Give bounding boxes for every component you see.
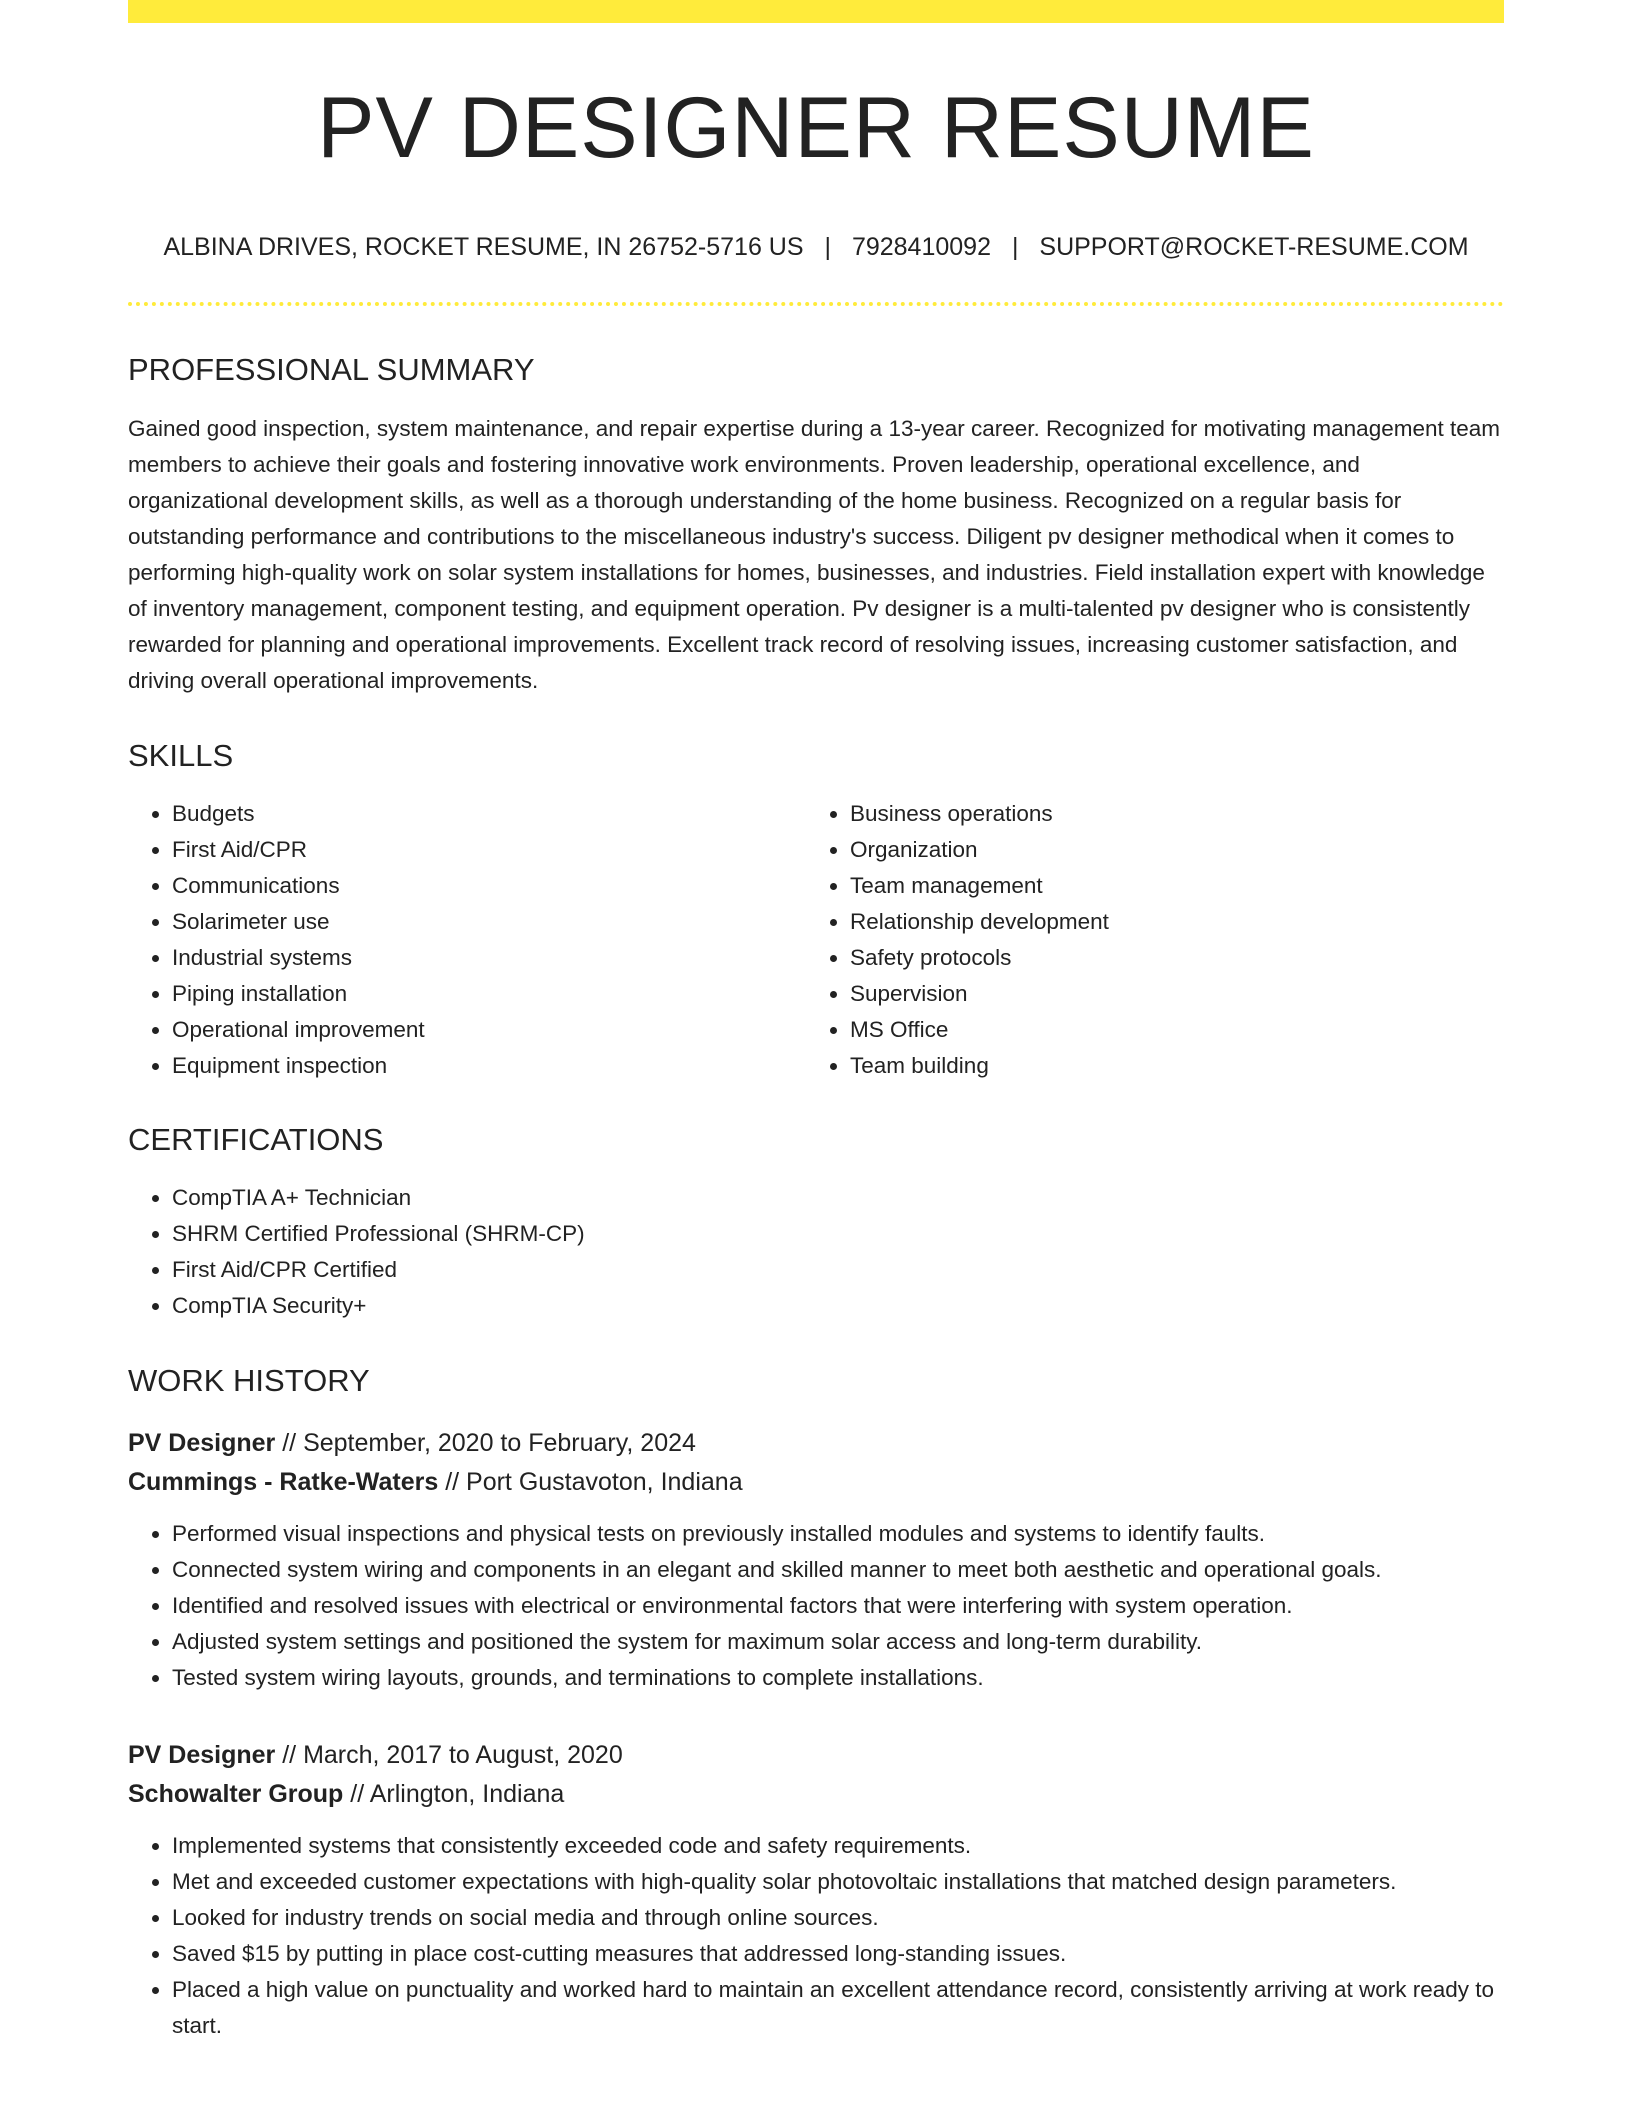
skill-item: • First Aid/CPR (172, 832, 806, 868)
contact-separator: | (1011, 233, 1019, 261)
job-location: // Arlington, Indiana (343, 1780, 565, 1808)
skill-item: • Solarimeter use (172, 904, 806, 940)
contact-address: ALBINA DRIVES, ROCKET RESUME, IN 26752-5716 US (163, 233, 804, 261)
job-dates: // September, 2020 to February, 2024 (275, 1429, 696, 1457)
job-bullet: • Tested system wiring layouts, grounds, and terminations to complete installations. (172, 1660, 1504, 1696)
job-bullet: • Adjusted system settings and positioned the system for maximum solar access and long-term durability. (172, 1624, 1504, 1660)
skill-item: • Relationship development (850, 904, 1484, 940)
contact-email: SUPPORT@ROCKET-RESUME.COM (1039, 233, 1469, 261)
certification-item: • CompTIA Security+ (172, 1288, 1504, 1324)
skill-item: • Communications (172, 868, 806, 904)
skill-item: • MS Office (850, 1012, 1484, 1048)
skills-columns (128, 796, 1504, 1084)
job-bullet: • Performed visual inspections and physical tests on previously installed modules and systems to identify faults. (172, 1516, 1504, 1552)
job-bullets (128, 1828, 1504, 2044)
accent-top-bar (128, 0, 1504, 23)
job-title: PV Designer (128, 1741, 276, 1769)
job-entry (128, 1424, 1504, 1696)
work-history-heading: WORK HISTORY (128, 1363, 370, 1398)
job-company-line (128, 1463, 1504, 1502)
skill-item: • Industrial systems (172, 940, 806, 976)
job-title-line (128, 1424, 1504, 1463)
certification-item: • SHRM Certified Professional (SHRM-CP) (172, 1216, 1504, 1252)
skill-item: • Budgets (172, 796, 806, 832)
job-company-line (128, 1775, 1504, 1814)
skill-item: • Operational improvement (172, 1012, 806, 1048)
job-bullet: • Identified and resolved issues with electrical or environmental factors that were interfering with system operation. (172, 1588, 1504, 1624)
summary-heading: PROFESSIONAL SUMMARY (128, 352, 535, 387)
certification-item: • CompTIA A+ Technician (172, 1180, 1504, 1216)
skill-item: • Equipment inspection (172, 1048, 806, 1084)
certifications-heading: CERTIFICATIONS (128, 1122, 384, 1157)
certifications-list (128, 1180, 1504, 1324)
job-bullet: • Met and exceeded customer expectations with high-quality solar photovoltaic installations that matched design parameters. (172, 1864, 1504, 1900)
job-entry (128, 1736, 1504, 2044)
skills-column-right (806, 796, 1484, 1084)
job-bullet: • Saved $15 by putting in place cost-cutting measures that addressed long-standing issues. (172, 1936, 1504, 1972)
skill-item: • Piping installation (172, 976, 806, 1012)
job-title: PV Designer (128, 1429, 276, 1457)
job-dates: // March, 2017 to August, 2020 (275, 1741, 623, 1769)
job-bullet: • Placed a high value on punctuality and worked hard to maintain an excellent attendance record, consistently arriving at work ready to start. (172, 1972, 1504, 2044)
contact-separator: | (824, 233, 831, 261)
skill-item: • Team building (850, 1048, 1484, 1084)
certification-item: • First Aid/CPR Certified (172, 1252, 1504, 1288)
summary-text: Gained good inspection, system maintenance, and repair expertise during a 13-year career. Recognized for motivating management team members to achieve their goals and fostering innovative work environments. Proven leadership, operational excellence, and organizational development skills, as well as a thorough understanding of the home business. Recognized on a regular basis for outstanding performance and contributions to the miscellaneous industry's success. Diligent pv designer methodical when it comes to performing high-quality work on solar system installations for homes, businesses, and industries. Field installation expert with knowledge of inventory management, component testing, and equipment operation. Pv designer is a multi-talented pv designer who is consistently rewarded for planning and operational improvements. Excellent track record of resolving issues, increasing customer satisfaction, and driving overall operational improvements. (128, 416, 1501, 693)
skill-item: • Team management (850, 868, 1484, 904)
job-location: // Port Gustavoton, Indiana (438, 1468, 743, 1496)
resume-page (128, 0, 1504, 2044)
job-bullet: • Implemented systems that consistently exceeded code and safety requirements. (172, 1828, 1504, 1864)
job-bullets (128, 1516, 1504, 1696)
resume-title: PV DESIGNER RESUME (317, 80, 1315, 176)
skill-item: • Business operations (850, 796, 1484, 832)
skill-item: • Safety protocols (850, 940, 1484, 976)
contact-phone: 7928410092 (851, 233, 991, 261)
skill-item: • Organization (850, 832, 1484, 868)
job-bullet: • Looked for industry trends on social media and through online sources. (172, 1900, 1504, 1936)
job-bullet: • Connected system wiring and components in an elegant and skilled manner to meet both aesthetic and operational goals. (172, 1552, 1504, 1588)
skills-column-left (128, 796, 806, 1084)
dotted-divider (128, 302, 1504, 306)
skills-heading: SKILLS (128, 738, 234, 773)
job-title-line (128, 1736, 1504, 1775)
skill-item: • Supervision (850, 976, 1484, 1012)
job-company: Cummings - Ratke-Waters (128, 1468, 439, 1496)
job-company: Schowalter Group (128, 1780, 344, 1808)
contact-line (128, 235, 1504, 260)
